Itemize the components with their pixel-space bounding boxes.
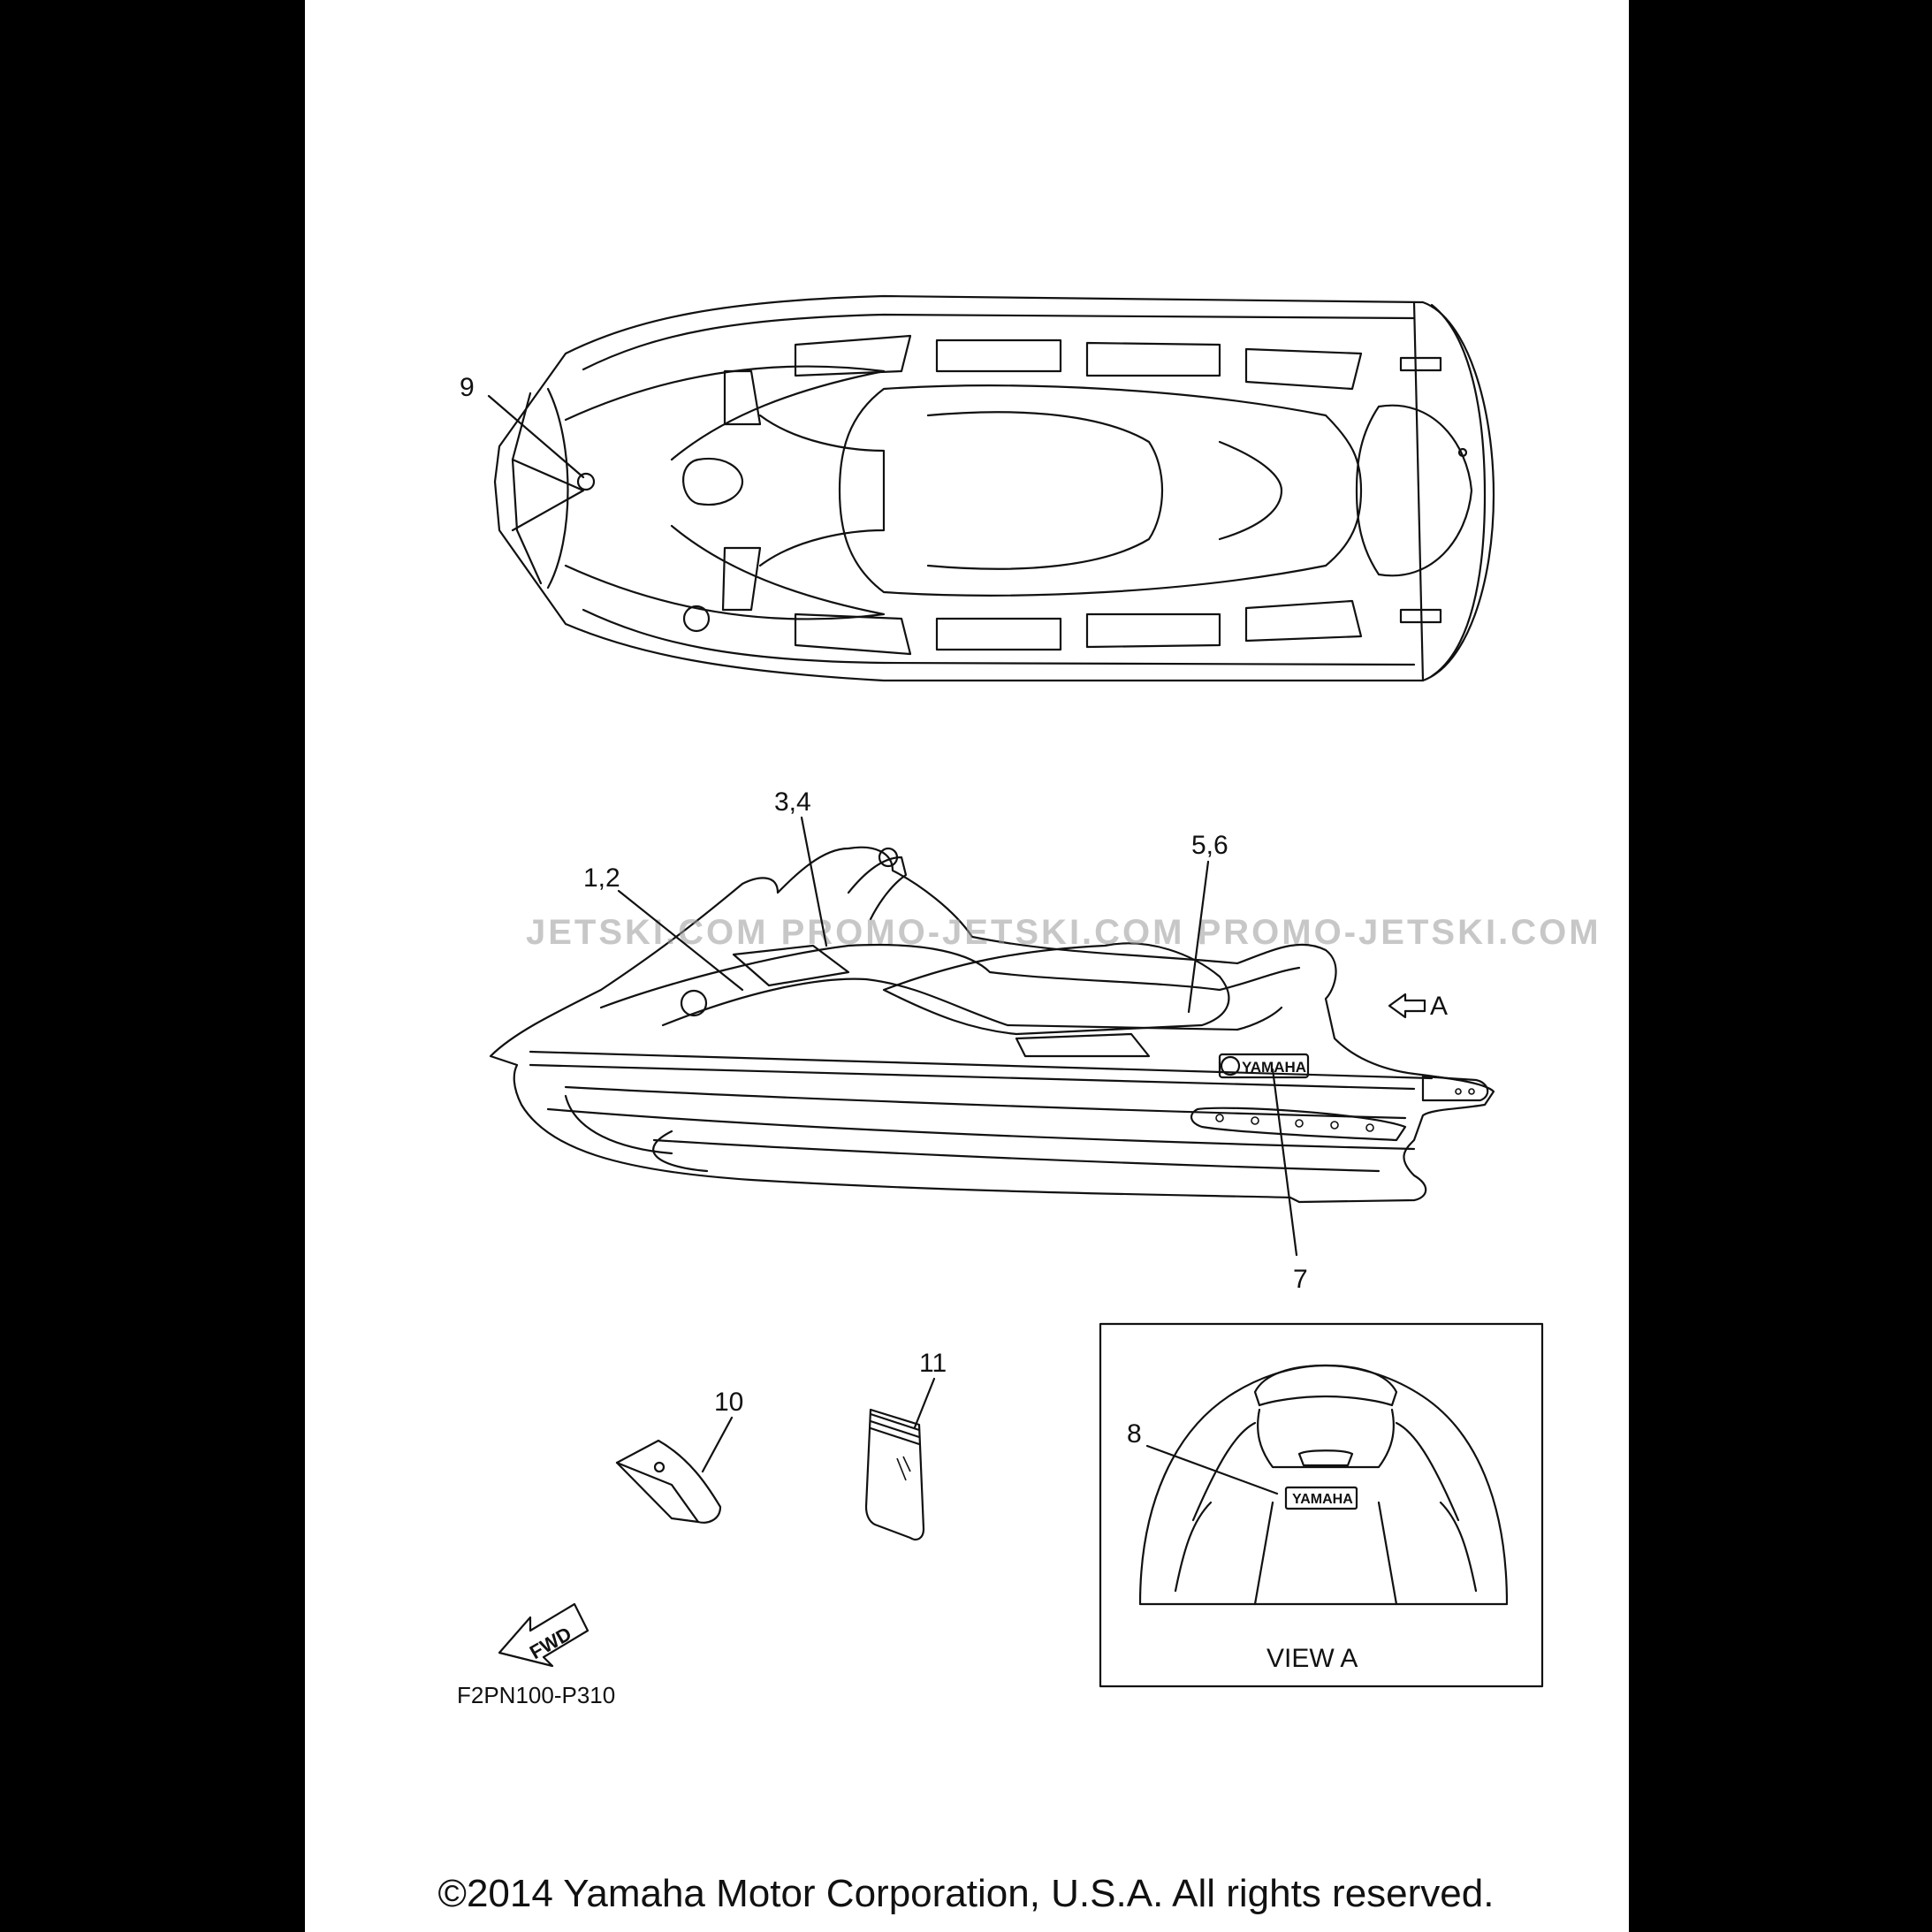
callout-11: 11 <box>919 1349 947 1378</box>
side-view-craft <box>491 848 1494 1202</box>
callout-9: 9 <box>460 373 475 402</box>
top-view-craft <box>495 296 1494 681</box>
watermark-text: JETSKI.COM PROMO-JETSKI.COM PROMO-JETSKI.COM <box>526 913 1601 952</box>
fwd-label: FWD <box>525 1622 575 1664</box>
callout-7: 7 <box>1293 1265 1308 1294</box>
callout-5-6: 5,6 <box>1191 831 1228 860</box>
callout-10: 10 <box>714 1388 744 1417</box>
side-yamaha-logo-text: YAMAHA <box>1242 1059 1307 1076</box>
view-a-yamaha-logo: YAMAHA <box>1292 1492 1353 1507</box>
copyright-text: ©2014 Yamaha Motor Corporation, U.S.A. All rights reserved. <box>437 1872 1495 1915</box>
callout-1-2: 1,2 <box>583 863 620 893</box>
callout-3-4: 3,4 <box>774 787 811 817</box>
view-a-label: VIEW A <box>1266 1644 1358 1673</box>
figure-code: F2PN100-P310 <box>457 1682 616 1708</box>
item-10-tag <box>617 1441 720 1523</box>
fwd-arrow <box>499 1604 588 1666</box>
view-a-arrow-label: A <box>1430 992 1449 1021</box>
view-a-arrow <box>1389 992 1448 1021</box>
item-11-sticker-pack <box>866 1410 924 1540</box>
callout-8: 8 <box>1127 1419 1142 1449</box>
view-a-panel <box>1100 1324 1542 1686</box>
